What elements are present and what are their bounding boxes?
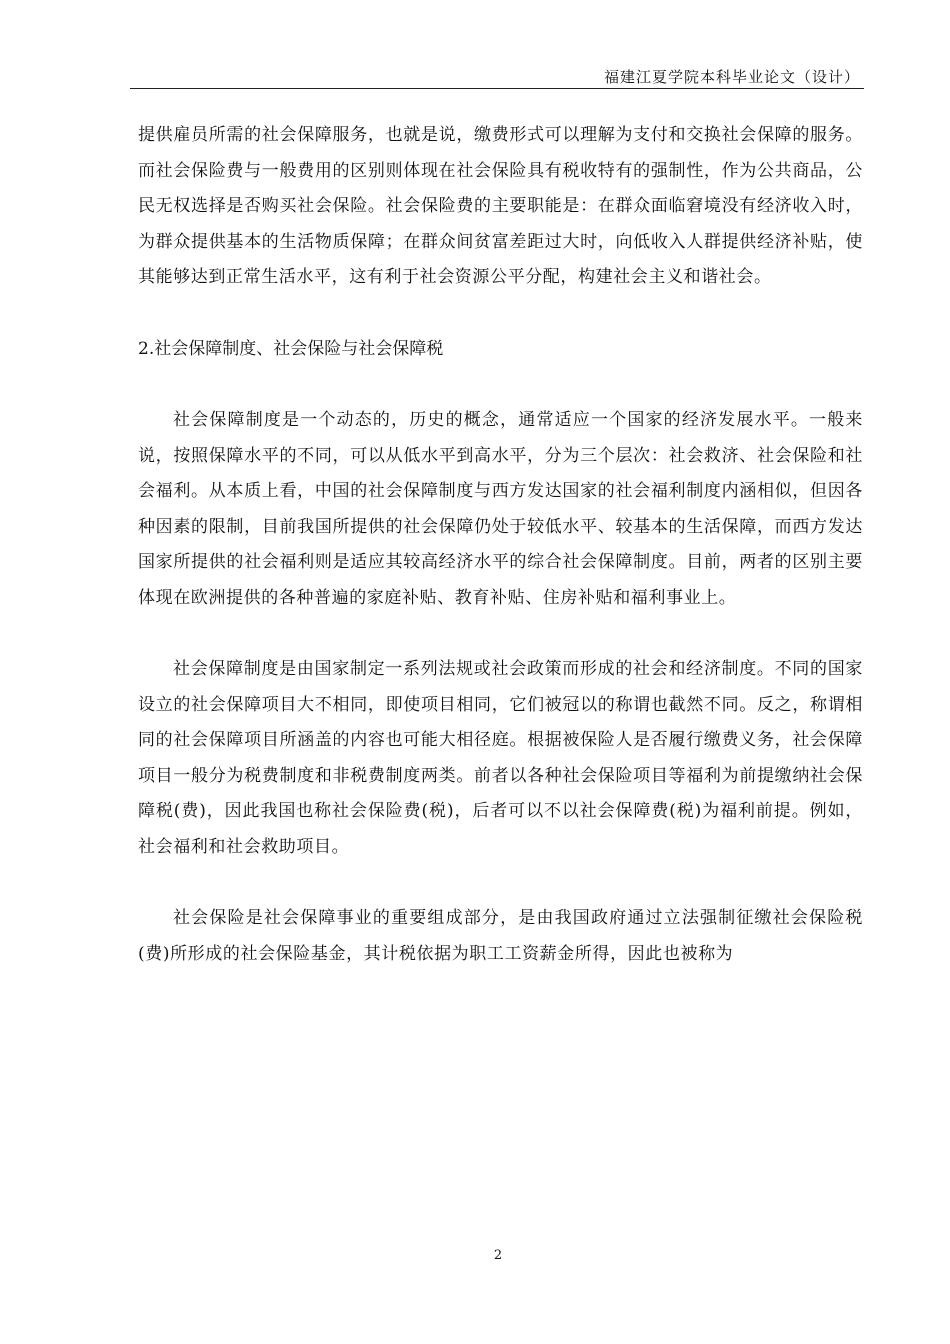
paragraph-3: 社会保障制度是由国家制定一系列法规或社会政策而形成的社会和经济制度。不同的国家设立的社会保障项目大不相同，即使项目相同，它们被冠以的称谓也截然不同。反之，称谓相同的社会保障项目所涵盖的内容也可能大相径庭。根据被保险人是否履行缴费义务，社会保障项目一般分为税费制度和非税费制度两类。前者以各种社会保险项目等福利为前提缴纳社会保障税(费)，因此我国也称社会保险费(税)，后者可以不以社会保障费(税)为福利前提。例如，社会福利和社会救助项目。 [138, 659, 863, 857]
body-content [138, 118, 863, 972]
paragraph-2: 社会保障制度是一个动态的，历史的概念，通常适应一个国家的经济发展水平。一般来说，按照保障水平的不同，可以从低水平到高水平，分为三个层次：社会救济、社会保险和社会福利。从本质上看，中国的社会保障制度与西方发达国家的社会福利制度内涵相似，但因各种因素的限制，目前我国所提供的社会保障仍处于较低水平、较基本的生活保障，而西方发达国家所提供的社会福利则是适应其较高经济水平的综合社会保障制度。目前，两者的区别主要体现在欧洲提供的各种普遍的家庭补贴、教育补贴、住房补贴和福利事业上。 [138, 410, 863, 608]
section-heading: 2.社会保障制度、社会保险与社会保障税 [138, 338, 444, 359]
page-number: 2 [493, 1248, 503, 1263]
paragraph-1: 提供雇员所需的社会保障服务，也就是说，缴费形式可以理解为支付和交换社会保障的服务。而社会保险费与一般费用的区别则体现在社会保险具有税收特有的强制性，作为公共商品，公民无权选择是否购买社会保险。社会保险费的主要职能是：在群众面临窘境没有经济收入时，为群众提供基本的生活物质保障；在群众间贫富差距过大时，向低收入人群提供经济补贴，使其能够达到正常生活水平，这有利于社会资源公平分配，构建社会主义和谐社会。 [138, 125, 863, 287]
paragraph-4: 社会保险是社会保障事业的重要组成部分，是由我国政府通过立法强制征缴社会保险税(费)所形成的社会保险基金，其计税依据为职工工资薪金所得，因此也被称为 [138, 908, 863, 964]
page-header [130, 62, 864, 89]
header-title: 福建江夏学院本科毕业论文（设计） [603, 68, 860, 86]
